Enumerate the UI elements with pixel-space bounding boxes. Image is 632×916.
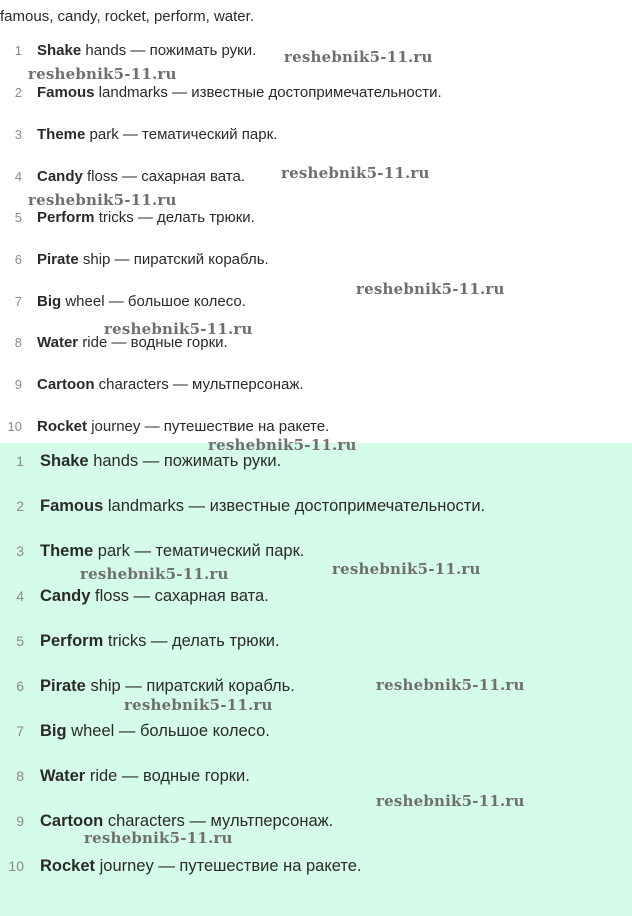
item-keyword: Pirate [40, 677, 86, 695]
item-keyword: Rocket [40, 857, 96, 875]
item-number: 6 [14, 252, 22, 267]
item-number: 8 [14, 335, 22, 350]
list-item [0, 495, 632, 517]
list-item [0, 630, 632, 652]
item-number: 7 [16, 723, 24, 739]
watermark-text: reshebnik5-11.ru [28, 191, 177, 209]
item-number: 2 [16, 498, 24, 514]
list-item [0, 332, 632, 354]
item-translation: floss — сахарная вата. [82, 168, 245, 185]
item-translation: journey — путешествие на ракете. [87, 418, 330, 435]
watermark-text: reshebnik5-11.ru [356, 280, 505, 298]
watermark-text: reshebnik5-11.ru [332, 560, 481, 578]
list-item [0, 765, 632, 787]
item-keyword: Theme [37, 126, 86, 143]
list-item [0, 207, 632, 229]
item-translation: ride — водные горки. [85, 767, 250, 785]
item-translation: hands — пожимать руки. [88, 452, 282, 470]
item-translation: park — тематический парк. [85, 126, 278, 143]
item-translation: characters — мультперсонаж. [103, 812, 334, 830]
item-keyword: Theme [40, 542, 94, 560]
item-number: 3 [16, 543, 24, 559]
watermark-text: reshebnik5-11.ru [124, 696, 273, 714]
list-item [0, 720, 632, 742]
item-number: 4 [14, 169, 22, 184]
item-number: 3 [14, 127, 22, 142]
item-number: 4 [16, 588, 24, 604]
item-translation: tricks — делать трюки. [94, 209, 255, 226]
watermark-text: reshebnik5-11.ru [284, 48, 433, 66]
list-item [0, 124, 632, 146]
item-translation: hands — пожимать руки. [81, 42, 257, 59]
item-keyword: Famous [37, 84, 95, 101]
item-translation: landmarks — известные достопримечательности. [94, 84, 442, 101]
item-translation: ship — пиратский корабль. [78, 251, 269, 268]
item-number: 9 [14, 377, 22, 392]
item-keyword: Water [40, 767, 86, 785]
item-keyword: Shake [40, 452, 89, 470]
item-number: 6 [16, 678, 24, 694]
item-number: 10 [7, 419, 22, 434]
watermark-text: reshebnik5-11.ru [281, 164, 430, 182]
item-number: 1 [14, 43, 22, 58]
intro-text: famous, candy, rocket, perform, water. [0, 8, 254, 25]
item-keyword: Cartoon [37, 376, 95, 393]
item-translation: floss — сахарная вата. [90, 587, 269, 605]
list-item [0, 855, 632, 877]
item-number: 2 [14, 85, 22, 100]
item-keyword: Perform [40, 632, 104, 650]
item-keyword: Famous [40, 497, 104, 515]
item-keyword: Rocket [37, 418, 88, 435]
watermark-text: reshebnik5-11.ru [376, 792, 525, 810]
list-item [0, 374, 632, 396]
watermark-text: reshebnik5-11.ru [376, 676, 525, 694]
list-item [0, 291, 632, 313]
item-translation: characters — мультперсонаж. [94, 376, 304, 393]
item-translation: landmarks — известные достопримечательности. [103, 497, 486, 515]
watermark-text: reshebnik5-11.ru [84, 829, 233, 847]
watermark-text: reshebnik5-11.ru [80, 565, 229, 583]
item-number: 8 [16, 768, 24, 784]
item-translation: wheel — большое колесо. [61, 293, 246, 310]
item-translation: wheel — большое колесо. [66, 722, 270, 740]
list-item [0, 416, 632, 438]
item-translation: park — тематический парк. [93, 542, 305, 560]
list-item [0, 585, 632, 607]
item-number: 7 [14, 294, 22, 309]
item-translation: ship — пиратский корабль. [85, 677, 295, 695]
item-keyword: Candy [37, 168, 83, 185]
item-keyword: Candy [40, 587, 91, 605]
list-item [0, 82, 632, 104]
watermark-text: reshebnik5-11.ru [208, 436, 357, 454]
list-item [0, 249, 632, 271]
item-keyword: Cartoon [40, 812, 104, 830]
watermark-text: reshebnik5-11.ru [104, 320, 253, 338]
item-translation: journey — путешествие на ракете. [95, 857, 362, 875]
item-keyword: Shake [37, 42, 82, 59]
item-keyword: Big [40, 722, 67, 740]
item-number: 10 [8, 858, 24, 874]
watermark-text: reshebnik5-11.ru [28, 65, 177, 83]
item-translation: ride — водные горки. [78, 334, 228, 351]
list-item [0, 675, 632, 697]
item-keyword: Pirate [37, 251, 79, 268]
item-keyword: Perform [37, 209, 95, 226]
item-translation: tricks — делать трюки. [103, 632, 280, 650]
item-keyword: Big [37, 293, 62, 310]
item-number: 5 [14, 210, 22, 225]
item-number: 5 [16, 633, 24, 649]
list-item [0, 540, 632, 562]
item-keyword: Water [37, 334, 79, 351]
item-number: 9 [16, 813, 24, 829]
item-number: 1 [16, 453, 24, 469]
